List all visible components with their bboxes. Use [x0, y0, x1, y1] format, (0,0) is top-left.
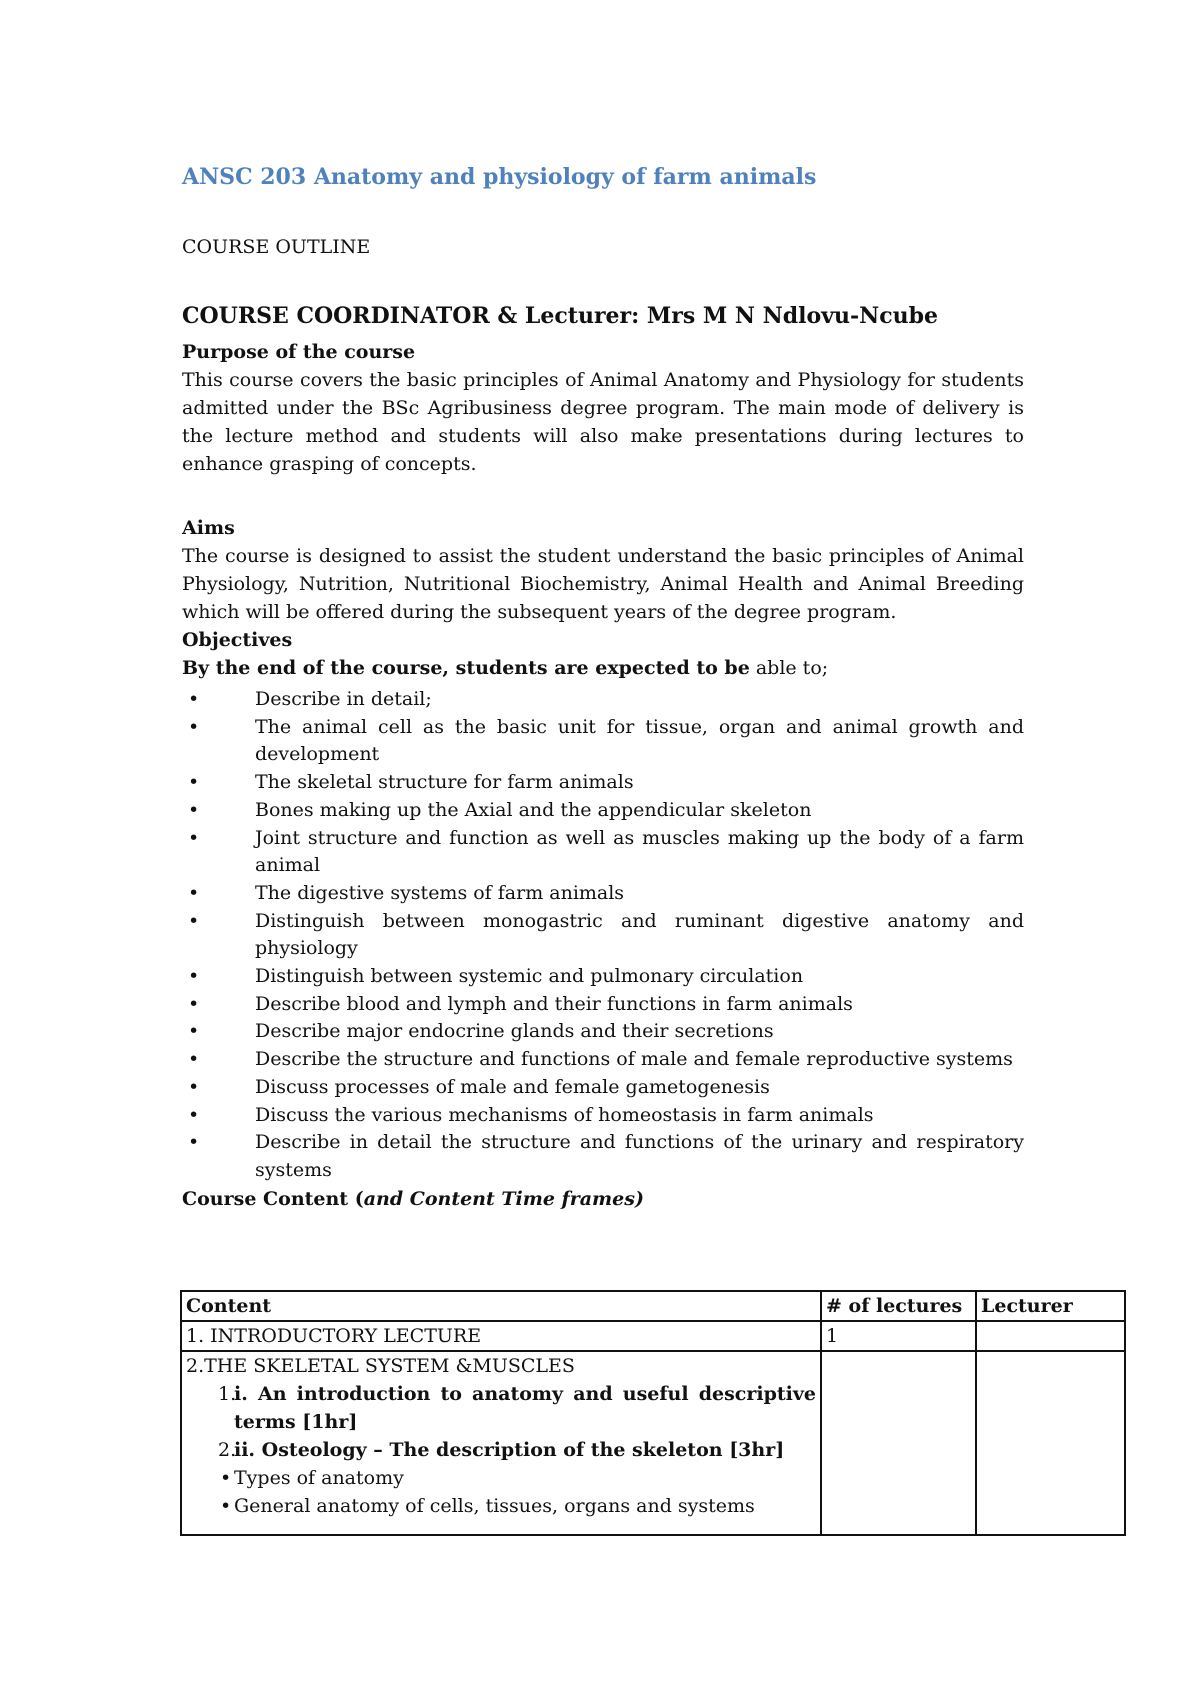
- course-content-heading-italic: and Content Time frames): [363, 1187, 644, 1210]
- numbered-item: [186, 1380, 816, 1436]
- row2-bullet-list: [186, 1464, 816, 1520]
- course-content-table: [180, 1290, 1126, 1536]
- aims-heading: Aims: [182, 517, 235, 539]
- course-coordinator: COURSE COORDINATOR & Lecturer: Mrs M N Ndlovu-Ncube: [182, 303, 938, 329]
- row2-content: [181, 1351, 821, 1535]
- objective-item: • Describe major endocrine glands and their secretions: [182, 1018, 1024, 1046]
- objective-item: • Discuss the various mechanisms of homeostasis in farm animals: [182, 1102, 1024, 1130]
- course-content-heading-bold: Course Content (: [182, 1187, 364, 1210]
- objective-item: • Describe in detail;: [182, 686, 1024, 714]
- objective-item: • Describe in detail the structure and functions of the urinary and respiratory systems: [182, 1129, 1024, 1184]
- objective-item: • Joint structure and function as well as muscles making up the body of a farm animal: [182, 825, 1024, 880]
- aims-text: The course is designed to assist the student understand the basic principles of Animal Physiology, Nutrition, Nutritional Biochemistry, Animal Health and Animal Breeding which will be offered during the subsequent years of the degree program.: [182, 545, 1024, 623]
- row2-title: 2.THE SKELETAL SYSTEM &MUSCLES: [186, 1355, 575, 1377]
- objectives-lead-bold: By the end of the course, students are expected to be: [182, 657, 750, 679]
- row2-numbered-list: [186, 1380, 816, 1464]
- objectives-list: [182, 686, 1024, 1185]
- objective-item: • Distinguish between systemic and pulmonary circulation: [182, 963, 1024, 991]
- document-title: ANSC 203 Anatomy and physiology of farm animals: [182, 164, 817, 190]
- row2-lectures: [821, 1351, 976, 1535]
- course-outline-label: COURSE OUTLINE: [182, 236, 371, 258]
- objective-item: • Discuss processes of male and female gametogenesis: [182, 1074, 1024, 1102]
- numbered-item-text: ii. Osteology – The description of the skeleton [3hr]: [234, 1439, 785, 1461]
- header-lecturer: Lecturer: [976, 1291, 1125, 1321]
- objective-item: • Describe blood and lymph and their functions in farm animals: [182, 991, 1024, 1019]
- table-header-row: [181, 1291, 1125, 1321]
- bullet-item: • General anatomy of cells, tissues, organs and systems: [186, 1492, 816, 1520]
- header-lectures: # of lectures: [821, 1291, 976, 1321]
- objectives-lead-rest: able to;: [749, 657, 829, 679]
- objective-item: • Distinguish between monogastric and ruminant digestive anatomy and physiology: [182, 908, 1024, 963]
- row1-lecturer: [976, 1321, 1125, 1351]
- numbered-item-text: i. An introduction to anatomy and useful descriptive terms [1hr]: [234, 1383, 816, 1433]
- objectives-heading: Objectives: [182, 629, 293, 651]
- row2-lecturer: [976, 1351, 1125, 1535]
- objective-item: • Bones making up the Axial and the appendicular skeleton: [182, 797, 1024, 825]
- table-row: [181, 1321, 1125, 1351]
- header-content: Content: [181, 1291, 821, 1321]
- numbered-item-number: 1.: [218, 1383, 237, 1405]
- row1-lectures: 1: [821, 1321, 976, 1351]
- document-body: [182, 338, 1024, 1213]
- objective-item: • The skeletal structure for farm animals: [182, 769, 1024, 797]
- course-content-heading: [182, 1185, 1024, 1213]
- bullet-item: • Types of anatomy: [186, 1464, 816, 1492]
- purpose-heading: Purpose of the course: [182, 341, 416, 363]
- numbered-item: [186, 1436, 816, 1464]
- objectives-lead: [182, 654, 1024, 682]
- objective-item: • The animal cell as the basic unit for tissue, organ and animal growth and development: [182, 714, 1024, 769]
- purpose-text: This course covers the basic principles of Animal Anatomy and Physiology for students admitted under the BSc Agribusiness degree program. The main mode of delivery is the lecture method and students will also make presentations during lectures to enhance grasping of concepts.: [182, 369, 1024, 475]
- objective-item: • Describe the structure and functions of male and female reproductive systems: [182, 1046, 1024, 1074]
- row1-content: 1. INTRODUCTORY LECTURE: [181, 1321, 821, 1351]
- table-row: [181, 1351, 1125, 1535]
- numbered-item-number: 2.: [218, 1439, 237, 1461]
- objective-item: • The digestive systems of farm animals: [182, 880, 1024, 908]
